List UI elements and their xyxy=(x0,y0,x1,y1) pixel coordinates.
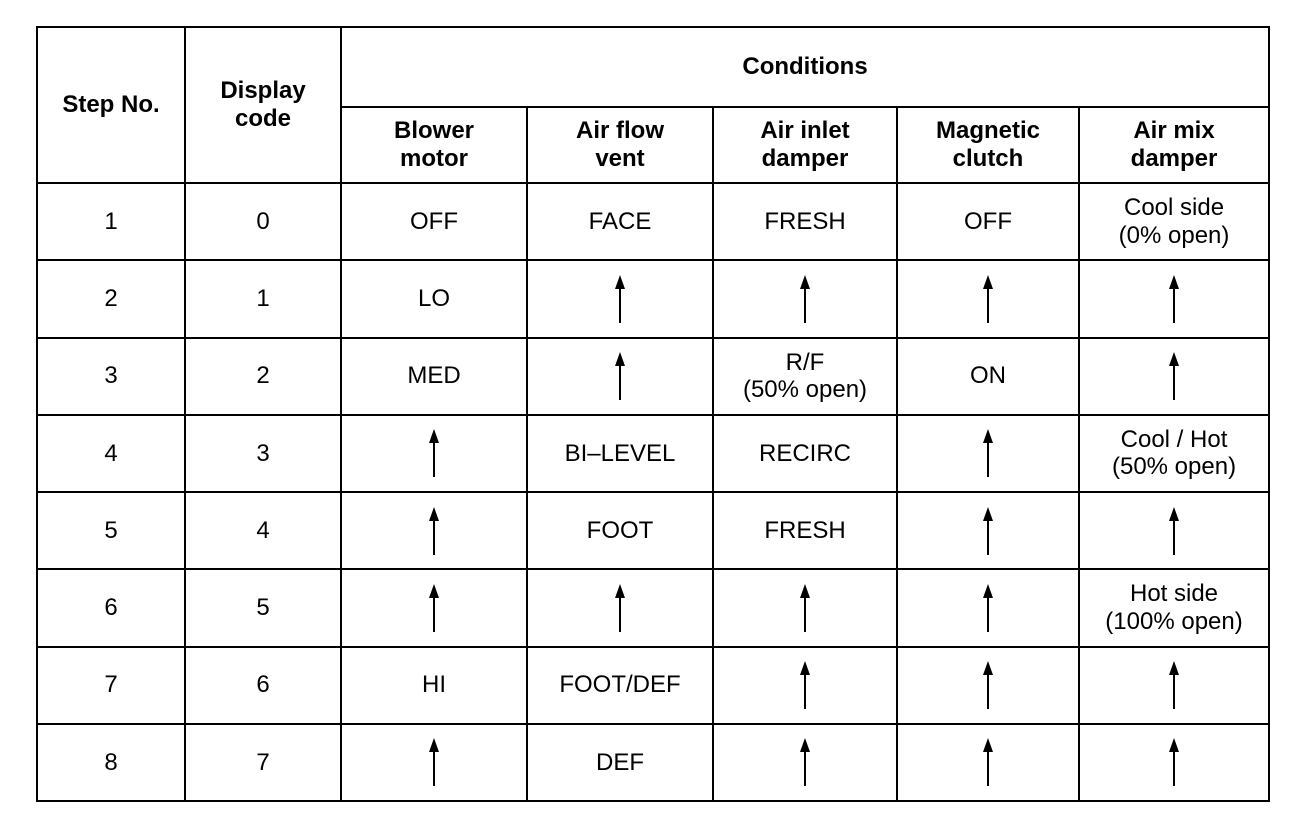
magnetic-clutch-header: Magnetic clutch xyxy=(897,107,1079,183)
air-inlet-damper-cell xyxy=(713,338,897,415)
cell-value: FRESH xyxy=(764,516,846,544)
blower-motor-cell xyxy=(341,338,527,415)
cell-value: RECIRC xyxy=(758,439,851,467)
up-arrow-icon xyxy=(981,507,995,555)
table-row xyxy=(37,260,1269,337)
air-flow-vent-cell xyxy=(527,415,713,492)
air-inlet-damper-cell xyxy=(713,492,897,569)
air-flow-vent-cell xyxy=(527,338,713,415)
up-arrow-icon xyxy=(427,507,441,555)
magnetic-clutch-cell xyxy=(897,647,1079,724)
step-number-cell: 6 xyxy=(37,569,185,646)
air-flow-vent-cell xyxy=(527,724,713,801)
air-inlet-damper-cell xyxy=(713,569,897,646)
up-arrow-icon xyxy=(613,275,627,323)
cell-value: FOOT xyxy=(586,516,654,544)
cell-value: Cool / Hot (50% open) xyxy=(1111,425,1237,481)
table-row xyxy=(37,338,1269,415)
blower-motor-cell xyxy=(341,415,527,492)
cell-value: ON xyxy=(970,362,1006,390)
air-flow-vent-cell xyxy=(527,260,713,337)
step-number-cell: 1 xyxy=(37,183,185,260)
self-diagnosis-step-table xyxy=(36,26,1270,802)
up-arrow-icon xyxy=(981,661,995,709)
air-mix-damper-cell xyxy=(1079,647,1269,724)
up-arrow-icon xyxy=(613,352,627,400)
cell-value: LO xyxy=(417,285,450,313)
table-row xyxy=(37,647,1269,724)
air-mix-damper-cell xyxy=(1079,183,1269,260)
air-flow-vent-cell xyxy=(527,569,713,646)
air-inlet-damper-cell xyxy=(713,183,897,260)
up-arrow-icon xyxy=(981,275,995,323)
display-code-cell: 6 xyxy=(185,647,341,724)
blower-motor-cell xyxy=(341,492,527,569)
cell-value: Cool side (0% open) xyxy=(1118,194,1230,249)
step-number-cell: 2 xyxy=(37,260,185,337)
up-arrow-icon xyxy=(798,275,812,323)
up-arrow-icon xyxy=(798,661,812,709)
up-arrow-icon xyxy=(427,584,441,632)
up-arrow-icon xyxy=(1167,275,1181,323)
blower-motor-cell xyxy=(341,569,527,646)
air-flow-vent-header: Air flow vent xyxy=(527,107,713,183)
cell-value: R/F (50% open) xyxy=(742,348,868,404)
conditions-header: Conditions xyxy=(341,27,1269,107)
step-number-cell: 7 xyxy=(37,647,185,724)
up-arrow-icon xyxy=(427,429,441,477)
air-mix-damper-cell xyxy=(1079,569,1269,646)
table-row xyxy=(37,415,1269,492)
air-inlet-damper-header: Air inlet damper xyxy=(713,107,897,183)
display-code-cell: 0 xyxy=(185,183,341,260)
up-arrow-icon xyxy=(1167,352,1181,400)
up-arrow-icon xyxy=(613,584,627,632)
air-inlet-damper-cell xyxy=(713,647,897,724)
cell-value: MED xyxy=(407,362,461,390)
blower-motor-cell xyxy=(341,724,527,801)
blower-motor-cell xyxy=(341,183,527,260)
cell-value: OFF xyxy=(964,207,1012,235)
up-arrow-icon xyxy=(798,738,812,786)
air-flow-vent-cell xyxy=(527,183,713,260)
air-mix-damper-cell xyxy=(1079,260,1269,337)
step-number-cell: 5 xyxy=(37,492,185,569)
cell-value: DEF xyxy=(596,748,644,776)
up-arrow-icon xyxy=(1167,661,1181,709)
table-row xyxy=(37,183,1269,260)
cell-value: FRESH xyxy=(764,207,846,235)
display-code-cell: 4 xyxy=(185,492,341,569)
magnetic-clutch-cell xyxy=(897,415,1079,492)
air-mix-damper-header: Air mix damper xyxy=(1079,107,1269,183)
air-mix-damper-cell xyxy=(1079,338,1269,415)
blower-motor-cell xyxy=(341,647,527,724)
up-arrow-icon xyxy=(981,738,995,786)
table-row xyxy=(37,569,1269,646)
air-flow-vent-cell xyxy=(527,492,713,569)
step-number-cell: 3 xyxy=(37,338,185,415)
air-flow-vent-cell xyxy=(527,647,713,724)
cell-value: FOOT/DEF xyxy=(559,671,681,699)
magnetic-clutch-cell xyxy=(897,260,1079,337)
up-arrow-icon xyxy=(1167,507,1181,555)
table-body xyxy=(37,183,1269,801)
air-mix-damper-cell xyxy=(1079,724,1269,801)
air-mix-damper-cell xyxy=(1079,415,1269,492)
magnetic-clutch-cell xyxy=(897,183,1079,260)
cell-value: HI xyxy=(422,671,446,699)
cell-value: OFF xyxy=(410,207,458,235)
table-row xyxy=(37,492,1269,569)
magnetic-clutch-cell xyxy=(897,338,1079,415)
step-number-cell: 8 xyxy=(37,724,185,801)
display-code-cell: 1 xyxy=(185,260,341,337)
display-code-cell: 2 xyxy=(185,338,341,415)
up-arrow-icon xyxy=(798,584,812,632)
display-code-cell: 5 xyxy=(185,569,341,646)
air-inlet-damper-cell xyxy=(713,260,897,337)
blower-motor-header: Blower motor xyxy=(341,107,527,183)
air-inlet-damper-cell xyxy=(713,724,897,801)
cell-value: BI–LEVEL xyxy=(564,439,676,467)
magnetic-clutch-cell xyxy=(897,569,1079,646)
display-code-cell: 3 xyxy=(185,415,341,492)
up-arrow-icon xyxy=(1167,738,1181,786)
display-code-cell: 7 xyxy=(185,724,341,801)
up-arrow-icon xyxy=(981,429,995,477)
cell-value: Hot side (100% open) xyxy=(1105,580,1243,635)
magnetic-clutch-cell xyxy=(897,492,1079,569)
blower-motor-cell xyxy=(341,260,527,337)
magnetic-clutch-cell xyxy=(897,724,1079,801)
table-row xyxy=(37,724,1269,801)
step-no-header: Step No. xyxy=(37,27,185,183)
display-code-header: Display code xyxy=(185,27,341,183)
step-number-cell: 4 xyxy=(37,415,185,492)
cell-value: FACE xyxy=(588,207,652,235)
air-mix-damper-cell xyxy=(1079,492,1269,569)
air-inlet-damper-cell xyxy=(713,415,897,492)
up-arrow-icon xyxy=(427,738,441,786)
up-arrow-icon xyxy=(981,584,995,632)
